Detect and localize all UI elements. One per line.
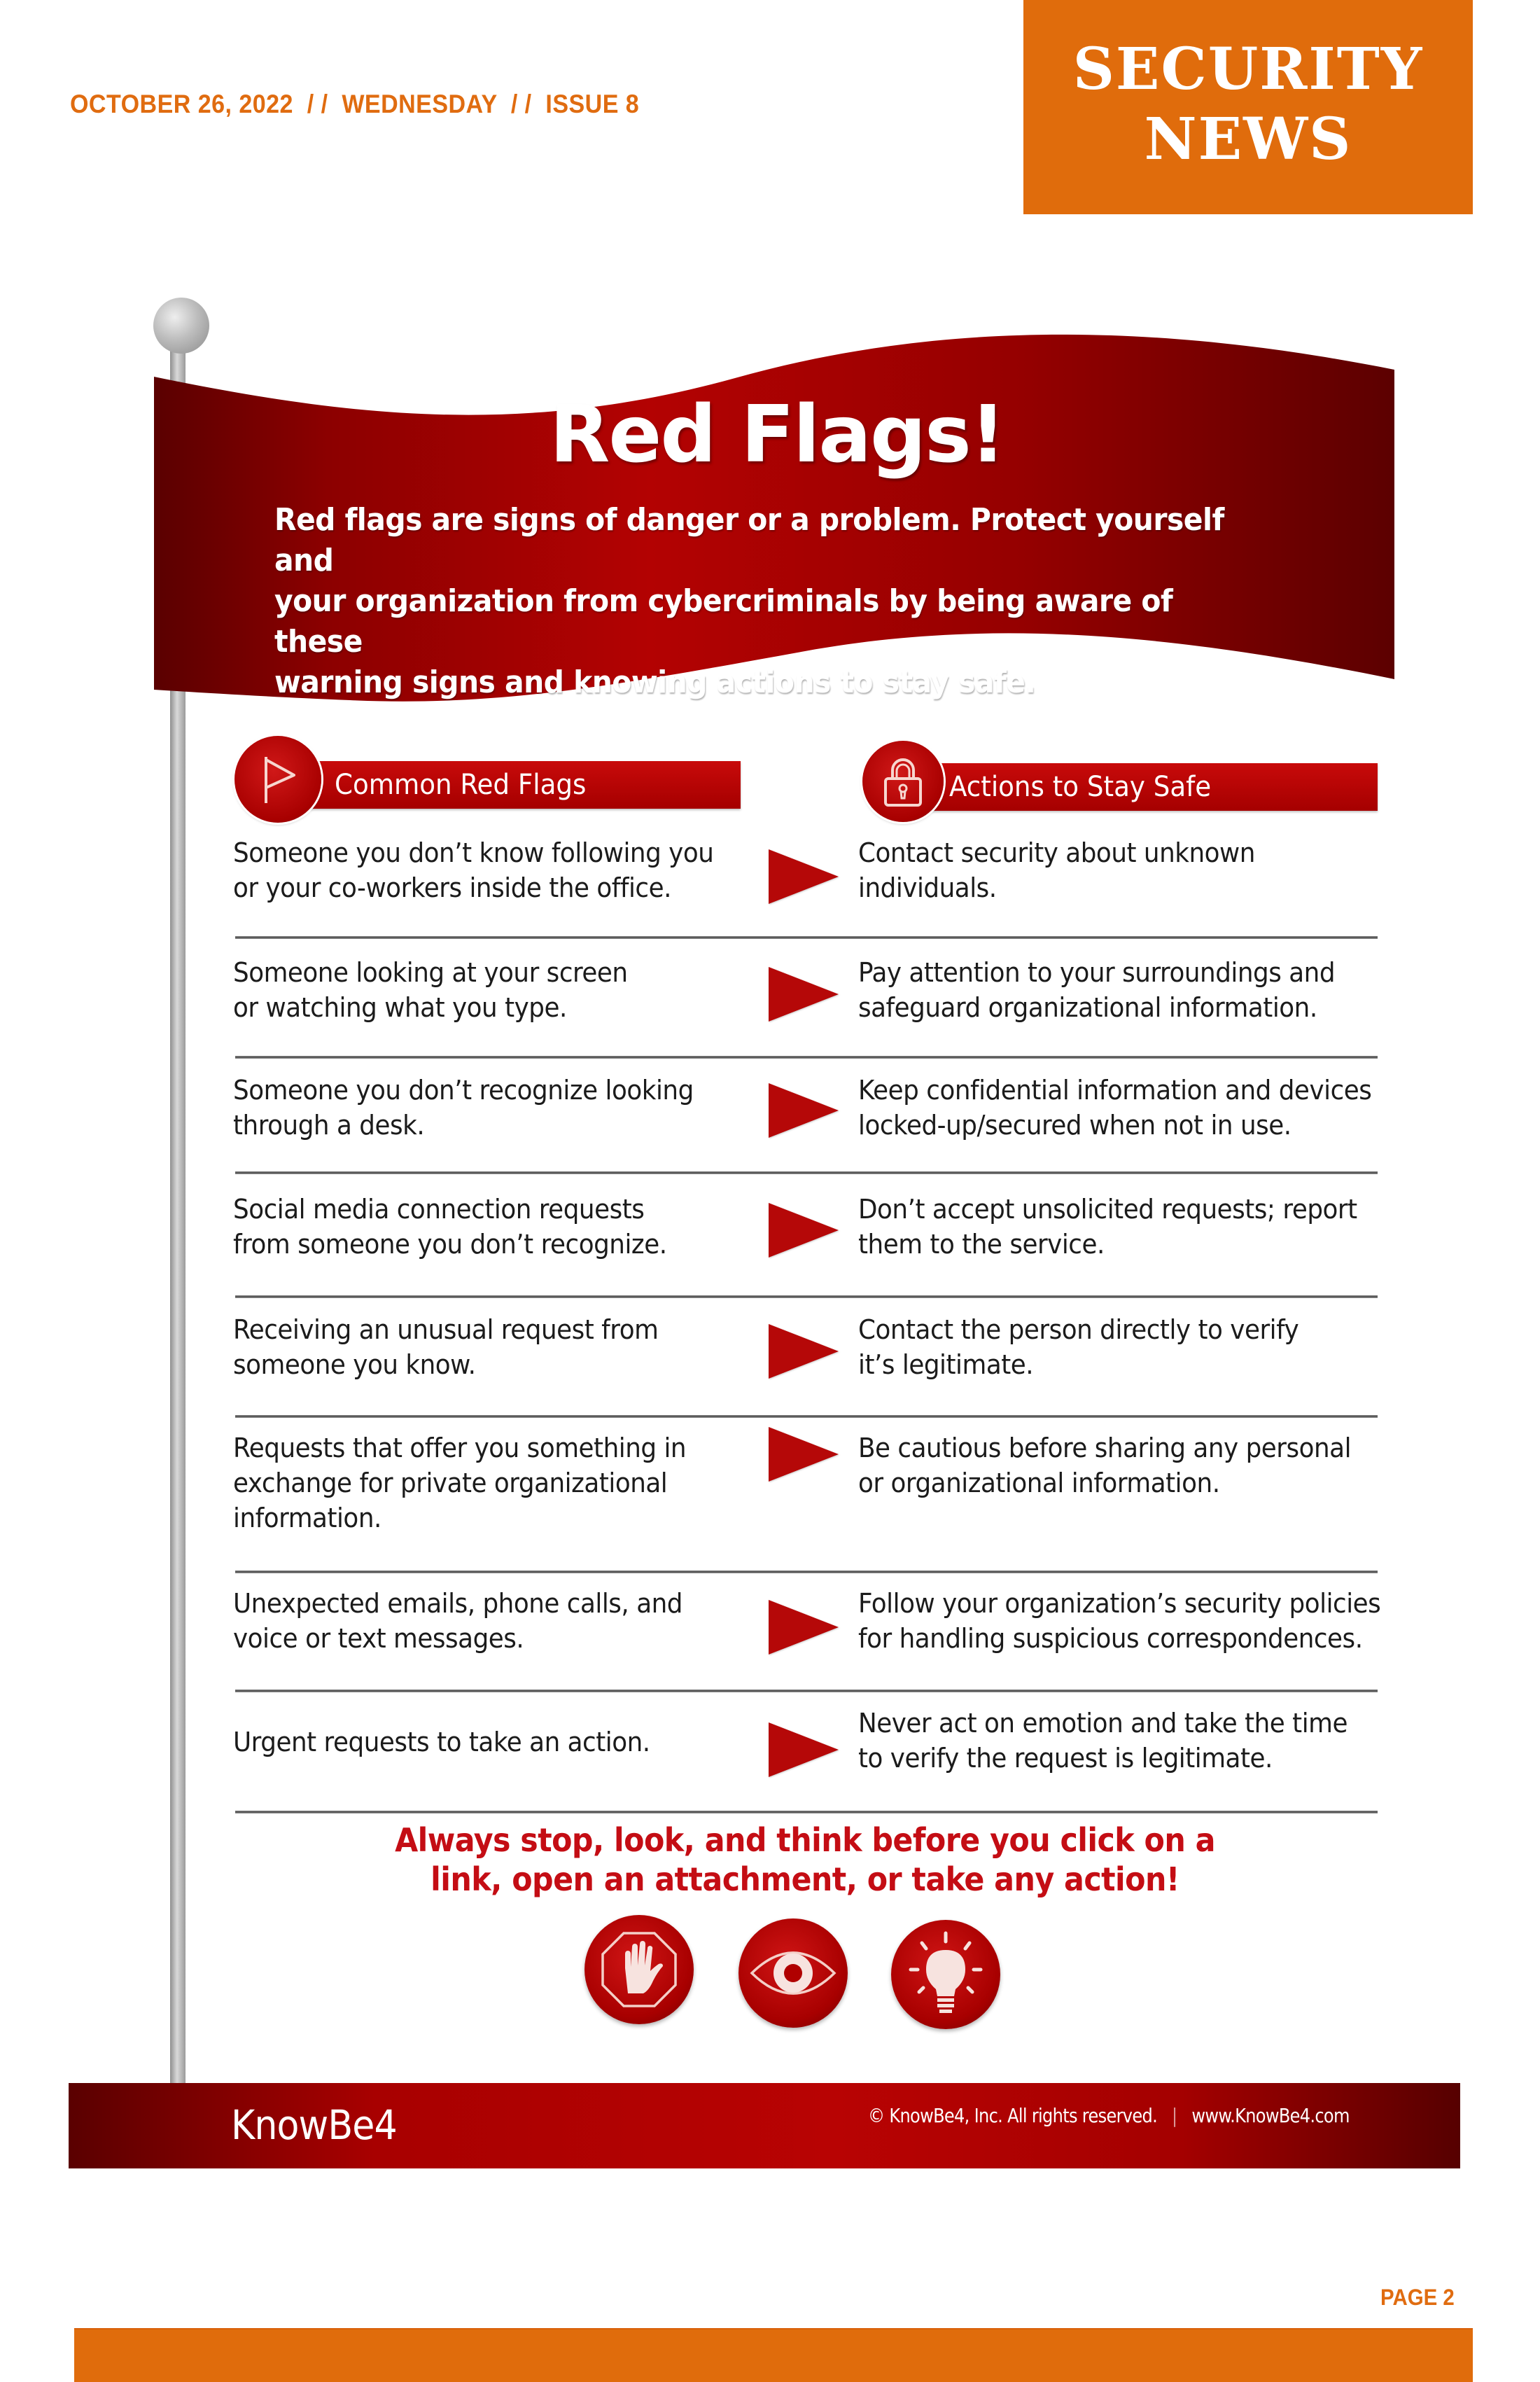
safe-action-line: it’s legitimate. <box>858 1349 1034 1380</box>
safe-action-item <box>858 1073 1371 1143</box>
red-flag-line: Receiving an unusual request from <box>233 1314 659 1345</box>
red-flag-item <box>233 955 628 1025</box>
red-flag-line: information. <box>233 1503 382 1533</box>
safe-action-item <box>858 835 1255 905</box>
safe-action-item <box>858 955 1335 1025</box>
red-flag-item <box>233 1725 650 1760</box>
red-flag-line: or your co-workers inside the office. <box>233 872 671 903</box>
safe-action-line: them to the service. <box>858 1229 1105 1260</box>
safe-action-item <box>858 1312 1298 1382</box>
separator: | <box>1171 2104 1177 2127</box>
safe-action-line: individuals. <box>858 872 997 903</box>
closing-tagline <box>280 1820 1330 1899</box>
safe-action-line: Follow your organization’s security policies <box>858 1588 1381 1619</box>
safe-action-line: Be cautious before sharing any personal <box>858 1433 1352 1463</box>
arrow-right-icon <box>769 849 839 904</box>
safe-action-line: Don’t accept unsolicited requests; report <box>858 1194 1357 1225</box>
row-divider <box>235 1811 1378 1813</box>
eye-icon <box>738 1918 848 2028</box>
tagline-line: Always stop, look, and think before you click on a <box>395 1821 1215 1859</box>
red-flag-line: Social media connection requests <box>233 1194 645 1225</box>
safe-action-line: to verify the request is legitimate. <box>858 1743 1273 1774</box>
section-title: Actions to Stay Safe <box>949 771 1212 803</box>
safe-action-line: or organizational information. <box>858 1468 1220 1498</box>
safe-action-line: safeguard organizational information. <box>858 992 1317 1023</box>
arrow-right-icon <box>769 1600 839 1655</box>
common-red-flags-header <box>308 761 741 809</box>
description-line: your organization from cybercriminals by being aware of these <box>274 583 1173 660</box>
arrow-right-icon <box>769 1203 839 1258</box>
red-flag-item <box>233 1430 686 1535</box>
lightbulb-icon <box>891 1920 1000 2029</box>
lock-icon <box>862 741 944 822</box>
arrow-right-icon <box>769 1324 839 1379</box>
safe-action-line: Contact security about unknown <box>858 837 1255 868</box>
red-flag-item <box>233 1312 658 1382</box>
copyright-text: © KnowBe4, Inc. All rights reserved. <box>868 2104 1158 2127</box>
arrow-right-icon <box>769 967 839 1022</box>
page-number: PAGE 2 <box>1380 2285 1455 2310</box>
red-flag-line: someone you know. <box>233 1349 476 1380</box>
safe-action-line: Contact the person directly to verify <box>858 1314 1299 1345</box>
arrow-right-icon <box>769 1722 839 1777</box>
safe-action-line: for handling suspicious correspondences. <box>858 1623 1363 1654</box>
red-flag-item <box>233 1073 694 1143</box>
safe-action-line: Never act on emotion and take the time <box>858 1708 1348 1739</box>
red-flag-item <box>233 1192 667 1262</box>
row-divider <box>235 1690 1378 1692</box>
actions-to-stay-safe-header <box>931 763 1378 811</box>
red-flags-title: Red Flags! <box>550 389 1004 480</box>
safe-action-item <box>858 1586 1380 1656</box>
red-flag-line: Someone you don’t know following you <box>233 837 714 868</box>
row-divider <box>235 1415 1378 1418</box>
safe-action-item <box>858 1192 1357 1262</box>
safe-action-line: Pay attention to your surroundings and <box>858 957 1336 988</box>
flag-icon <box>234 736 321 823</box>
safe-action-item <box>858 1430 1351 1500</box>
row-divider <box>235 1295 1378 1298</box>
arrow-right-icon <box>769 1427 839 1482</box>
stop-hand-icon <box>584 1915 694 2024</box>
description-line: Red flags are signs of danger or a problem. Protect yourself and <box>274 502 1224 578</box>
row-divider <box>235 1171 1378 1174</box>
red-flag-line: from someone you don’t recognize. <box>233 1229 667 1260</box>
red-flag-line: Requests that offer you something in <box>233 1433 687 1463</box>
red-flag-item <box>233 835 713 905</box>
red-flag-line: voice or text messages. <box>233 1623 524 1654</box>
safe-action-item <box>858 1706 1348 1776</box>
bottom-orange-band <box>74 2328 1473 2382</box>
red-flag-line: or watching what you type. <box>233 992 567 1023</box>
website-link[interactable]: www.KnowBe4.com <box>1191 2104 1350 2127</box>
tagline-line: link, open an attachment, or take any action! <box>430 1860 1180 1898</box>
safe-action-line: locked-up/secured when not in use. <box>858 1110 1292 1141</box>
issue-dateline: OCTOBER 26, 2022 / / WEDNESDAY / / ISSUE 8 <box>70 90 640 118</box>
safe-action-line: Keep confidential information and devices <box>858 1075 1372 1106</box>
section-title: Common Red Flags <box>335 769 587 801</box>
red-flag-line: Unexpected emails, phone calls, and <box>233 1588 682 1619</box>
description-line: warning signs and knowing actions to stay safe. <box>274 664 1036 700</box>
row-divider <box>235 1056 1378 1059</box>
row-divider <box>235 936 1378 939</box>
red-flag-item <box>233 1586 682 1656</box>
knowbe4-copyright <box>868 2102 1350 2130</box>
arrow-right-icon <box>769 1083 839 1138</box>
knowbe4-logo: KnowBe4 <box>231 2101 397 2149</box>
red-flags-description <box>274 500 1225 703</box>
red-flag-line: through a desk. <box>233 1110 425 1141</box>
masthead-line-2: NEWS <box>1144 106 1352 173</box>
row-divider <box>235 1570 1378 1573</box>
masthead-line-1: SECURITY <box>1072 36 1424 103</box>
red-flag-line: Someone you don’t recognize looking <box>233 1075 694 1106</box>
red-flag-line: Urgent requests to take an action. <box>233 1727 650 1757</box>
red-flag-line: Someone looking at your screen <box>233 957 628 988</box>
red-flag-line: exchange for private organizational <box>233 1468 668 1498</box>
